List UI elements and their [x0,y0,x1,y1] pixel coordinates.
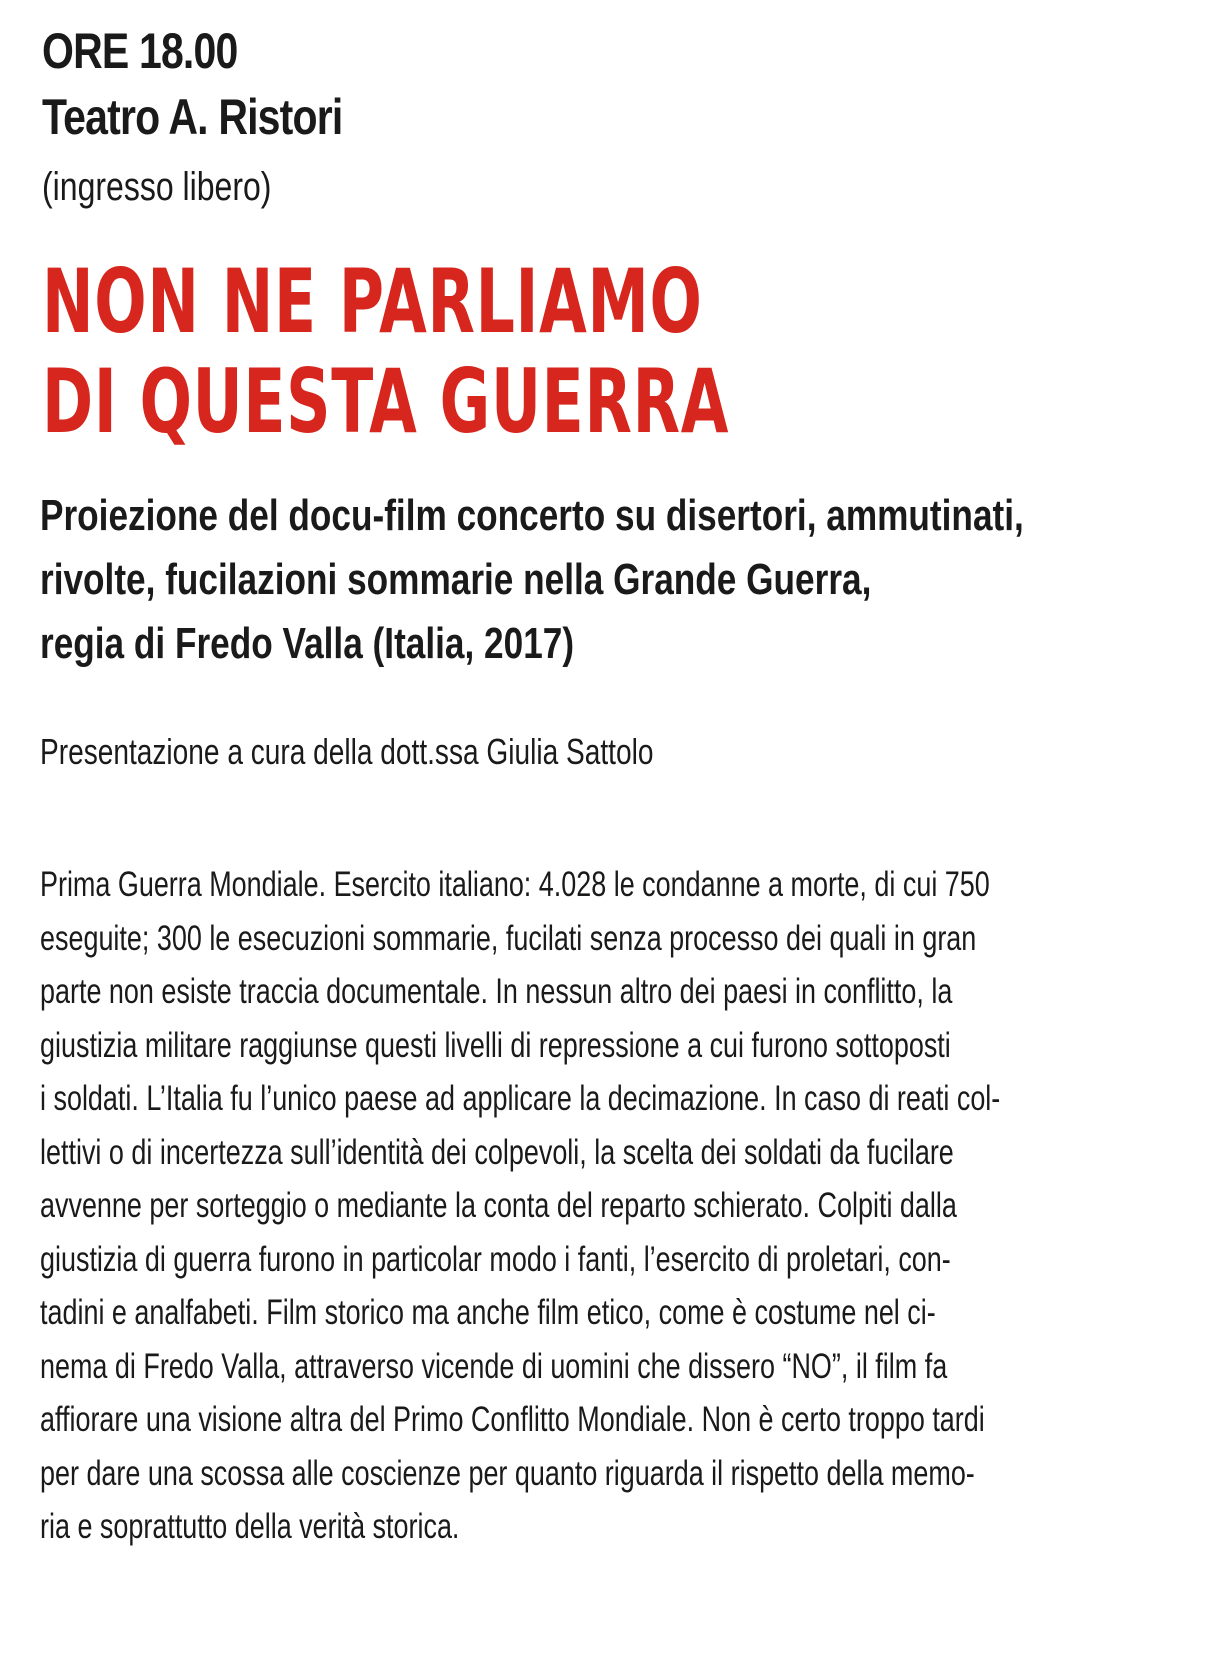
paragraph-line: affiorare una visione altra del Primo Conflitto Mondiale. Non è certo troppo tardi [40,1400,985,1439]
subtitle-line: rivolte, fucilazioni sommarie nella Grande Guerra, [40,555,872,604]
film-title-line-2: DI QUESTA GUERRA [42,350,730,453]
paragraph-line: avvenne per sorteggio o mediante la conta del reparto schierato. Colpiti dalla [40,1186,957,1225]
paragraph-line: ria e soprattutto della verità storica. [40,1507,460,1546]
paragraph-line: tadini e analfabeti. Film storico ma anche film etico, come è costume nel ci- [40,1293,936,1332]
event-time: ORE 18.00 [42,23,238,79]
film-title [42,252,729,452]
event-venue: Teatro A. Ristori [42,89,343,145]
paragraph-line: per dare una scossa alle coscienze per quanto riguarda il rispetto della memo- [40,1453,975,1493]
presenter-credit: Presentazione a cura della dott.ssa Giulia Sattolo [40,731,654,772]
paragraph-line: nema di Fredo Valla, attraverso vicende di uomini che dissero “NO”, il film fa [40,1346,948,1386]
paragraph-line: parte non esiste traccia documentale. In nessun altro dei paesi in conflitto, la [40,972,953,1011]
film-title-line-1: NON NE PARLIAMO [42,250,703,353]
paragraph-line: i soldati. L’Italia fu l’unico paese ad applicare la decimazione. In caso di reati col- [40,1079,1001,1118]
description-paragraph [40,858,1000,1554]
subtitle-line: Proiezione del docu-film concerto su disertori, ammutinati, [40,491,1024,540]
film-subtitle [40,484,1128,676]
paragraph-line: Prima Guerra Mondiale. Esercito italiano: 4.028 le condanne a morte, di cui 750 [40,865,990,904]
paragraph-line: eseguite; 300 le esecuzioni sommarie, fucilati senza processo dei quali in gran [40,918,977,958]
subtitle-line: regia di Fredo Valla (Italia, 2017) [40,619,575,668]
paragraph-line: lettivi o di incertezza sull’identità dei colpevoli, la scelta dei soldati da fucilare [40,1132,954,1172]
entry-note: (ingresso libero) [42,165,272,209]
paragraph-line: giustizia militare raggiunse questi livelli di repressione a cui furono sottoposti [40,1025,951,1065]
paragraph-line: giustizia di guerra furono in particolar modo i fanti, l’esercito di proletari, con- [40,1239,951,1279]
